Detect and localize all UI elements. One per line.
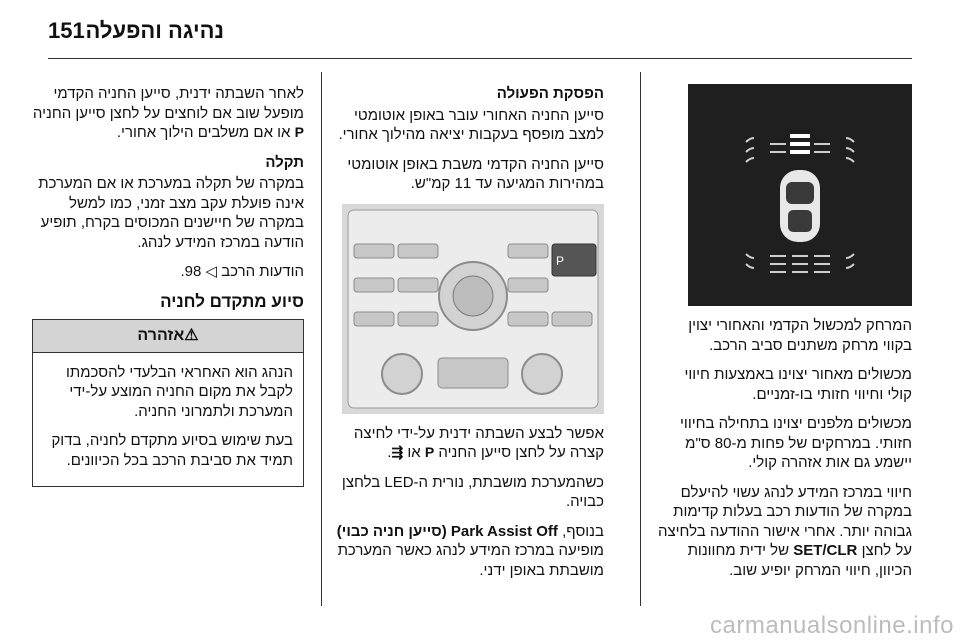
column-middle <box>336 84 604 590</box>
park-assist-off-text: בנוסף, Park Assist Off (סייען חניה כבוי) מופיעה במרכז המידע לנהג כאשר המערכת מושבתת באופן ידני. <box>336 522 604 579</box>
manual-deactivation-text: אפשר לבצע השבתה ידנית על-ידי לחיצה קצרה על לחצן סייען החניה P או ⇶. <box>353 424 604 461</box>
warning-body <box>33 353 303 487</box>
warning-paragraph-2: בעת שימוש בסיוע מתקדם לחניה, בדוק תמיד את סביבת הרכב בכל הכיוונים. <box>51 432 293 469</box>
parking-display-illustration <box>688 84 912 306</box>
fault-heading: תקלה <box>265 153 304 171</box>
svg-text:P: P <box>555 253 564 268</box>
led-off-text: כשהמערכת מושבתת, נורית ה-LED בלחצן כבויה. <box>341 473 604 510</box>
header-divider <box>48 58 912 59</box>
center-console-illustration <box>342 204 604 414</box>
parking-distance-display-figure <box>688 84 912 306</box>
rear-auto-off-text: סייען החניה האחורי עובר באופן אוטומטי למצב מופסף בעקבות יציאה מהילוך אחורי. <box>338 106 604 143</box>
center-console-figure <box>342 204 604 414</box>
watermark: carmanualsonline.info <box>710 612 954 639</box>
front-obstacles-text: מכשולים מלפנים יצוינו בתחילה בחיווי חזותי. במרחקים של פחות מ-80 ס"מ יישמע גם אות אזהרה קולי. <box>680 415 912 471</box>
warning-paragraph-1: הנהג הוא האחראי הבלעדי להסכמתו לקבל את מקום החניה המוצע על-ידי המערכת ולתמרוני החניה. <box>65 363 293 420</box>
vehicle-messages-ref: הודעות הרכב ◁ 98. <box>180 263 304 280</box>
set-clr-label: SET/CLR <box>793 542 858 559</box>
fault-text: במקרה של תקלה במערכת או אם המערכת אינה פועלת עקב מצב זמני, כמו למשל במקרה של חיישנים המכוסים בקרח, תופיע הודעה במרכז המידע לנהג. <box>38 175 304 251</box>
park-assist-off-label: Park Assist Off <box>450 522 558 540</box>
parking-front-icon: P <box>424 444 435 460</box>
chapter-title: נהיגה והפעלה <box>85 18 224 43</box>
front-reactivation-text: לאחר השבתה ידנית, סייען החניה הקדמי מופעל שוב אם לוחצים על לחצן סייען החניה P או אם משלבים הילוך אחורי. <box>32 85 304 141</box>
parking-rear-icon: ⇶ <box>391 444 404 460</box>
front-auto-off-text: סייען החניה הקדמי משבת באופן אוטומטי במהירות המגיעה עד 11 קמ"ש. <box>347 155 604 192</box>
rear-obstacles-text: מכשולים מאחור יצוינו באמצעות חיווי קולי וחיווי חזותי בו-זמניים. <box>684 366 912 403</box>
page-ref-arrow-icon: ◁ <box>205 263 218 280</box>
column-divider-right <box>640 72 641 606</box>
column-divider-left <box>321 72 322 606</box>
page-number: 151 <box>48 18 85 43</box>
advanced-parking-heading: סיוע מתקדם לחניה <box>160 291 304 311</box>
column-right <box>658 84 912 590</box>
distance-lines-text: המרחק למכשול הקדמי והאחורי יצוין בקווי מרחק משתנים סביב הרכב. <box>688 317 912 354</box>
deactivation-heading: הפסקת הפעולה <box>496 85 604 102</box>
warning-triangle-icon: ⚠ <box>184 327 199 344</box>
warning-box <box>32 319 304 487</box>
warning-header: ⚠אזהרה <box>33 320 303 353</box>
driver-info-text: חיווי במרכז המידע לנהג עשוי להיעלם במקרה של הודעות רכב בעלות קדימות גבוהה יותר. אחרי אישור ההודעה בלחיצה על לחצן SET/CLR של ידית מחוונות הכיוון, חיווי המרחק יופיע שוב. <box>657 483 912 579</box>
column-left <box>32 84 304 487</box>
parking-front-icon: P <box>294 124 304 140</box>
